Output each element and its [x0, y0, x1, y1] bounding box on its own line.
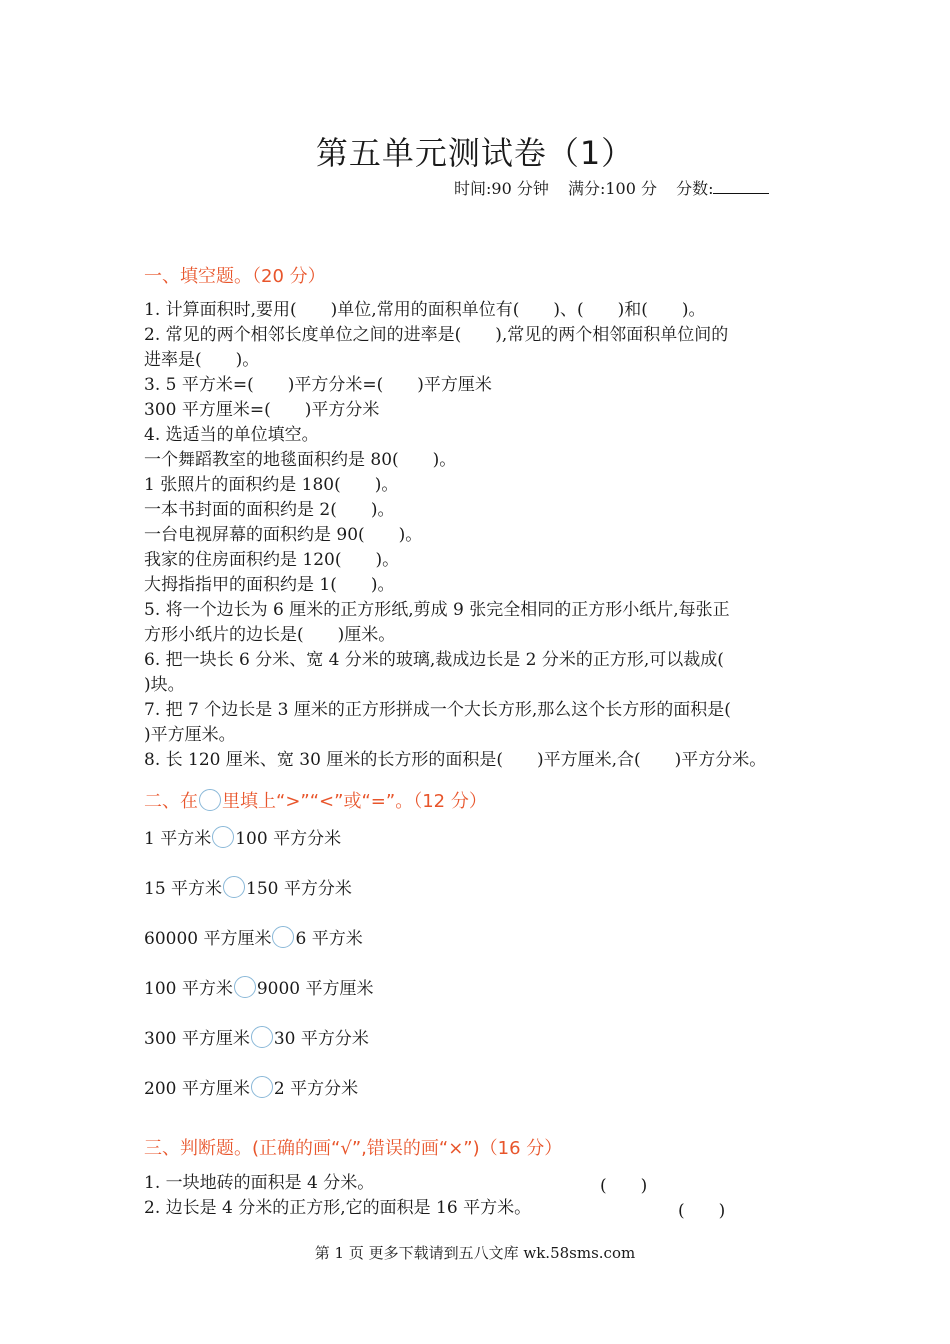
- answer-circle[interactable]: [212, 826, 234, 848]
- s1-line: 3. 5 平方米=( )平方分米=( )平方厘米: [144, 375, 492, 395]
- s1-line: 一本书封面的面积约是 2( )。: [144, 500, 395, 520]
- compare-right: 30 平方分米: [273, 1029, 369, 1049]
- answer-circle[interactable]: [251, 1026, 273, 1048]
- s1-line: 300 平方厘米=( )平方分米: [144, 400, 380, 420]
- compare-right: 150 平方分米: [246, 879, 352, 899]
- s1-line: 我家的住房面积约是 120( )。: [144, 550, 400, 570]
- circle-icon: [199, 789, 221, 811]
- compare-left: 1 平方米: [144, 829, 212, 849]
- full-score-info: 满分:100 分: [567, 179, 657, 198]
- s1-line: )块。: [144, 675, 185, 695]
- s1-line: 2. 常见的两个相邻长度单位之间的进率是( ),常见的两个相邻面积单位间的: [144, 325, 729, 345]
- score-blank: [713, 179, 769, 194]
- answer-circle[interactable]: [223, 876, 245, 898]
- answer-circle[interactable]: [251, 1076, 273, 1098]
- answer-circle[interactable]: [272, 926, 294, 948]
- s1-line: 8. 长 120 厘米、宽 30 厘米的长方形的面积是( )平方厘米,合( )平方分米。: [144, 750, 767, 770]
- s1-line: 一个舞蹈教室的地毯面积约是 80( )。: [144, 450, 457, 470]
- judge-answer-blank[interactable]: ( ): [678, 1201, 726, 1221]
- exam-meta: [454, 176, 783, 199]
- s1-line: 4. 选适当的单位填空。: [144, 425, 319, 445]
- heading-suffix: 里填上“>”“<”或“=”。（12 分）: [222, 791, 487, 812]
- compare-left: 100 平方米: [144, 979, 233, 999]
- compare-left: 60000 平方厘米: [144, 929, 272, 949]
- s1-line: 5. 将一个边长为 6 厘米的正方形纸,剪成 9 张完全相同的正方形小纸片,每张正: [144, 600, 730, 620]
- section-2-heading: [144, 787, 487, 813]
- s1-line: 1. 计算面积时,要用( )单位,常用的面积单位有( )、( )和( )。: [144, 300, 706, 320]
- compare-item: [144, 826, 341, 851]
- time-info: 时间:90 分钟: [454, 179, 549, 198]
- compare-left: 300 平方厘米: [144, 1029, 250, 1049]
- compare-left: 200 平方厘米: [144, 1079, 250, 1099]
- section-1-heading: 一、填空题。（20 分）: [144, 266, 326, 287]
- page-title: 第五单元测试卷（1）: [315, 134, 635, 172]
- s1-line: )平方厘米。: [144, 725, 236, 745]
- section-3-heading: 三、判断题。(正确的画“√”,错误的画“×”)（16 分）: [144, 1138, 563, 1159]
- s1-line: 1 张照片的面积约是 180( )。: [144, 475, 399, 495]
- compare-item: [144, 1076, 358, 1101]
- score-label: 分数:: [676, 179, 714, 198]
- judge-answer-blank[interactable]: ( ): [600, 1176, 648, 1196]
- compare-right: 2 平方分米: [273, 1079, 359, 1099]
- s1-line: 进率是( )。: [144, 350, 260, 370]
- compare-item: [144, 976, 374, 1001]
- compare-right: 6 平方米: [295, 929, 363, 949]
- compare-item: [144, 926, 363, 951]
- page-footer: 第 1 页 更多下载请到五八文库 wk.58sms.com: [314, 1244, 636, 1262]
- compare-right: 100 平方分米: [235, 829, 342, 849]
- s1-line: 6. 把一块长 6 分米、宽 4 分米的玻璃,裁成边长是 2 分米的正方形,可以裁成(: [144, 650, 724, 670]
- judge-item: 2. 边长是 4 分米的正方形,它的面积是 16 平方米。: [144, 1198, 532, 1218]
- s1-line: 一台电视屏幕的面积约是 90( )。: [144, 525, 423, 545]
- compare-item: [144, 876, 352, 901]
- compare-right: 9000 平方厘米: [256, 979, 374, 999]
- s1-line: 方形小纸片的边长是( )厘米。: [144, 625, 396, 645]
- compare-item: [144, 1026, 369, 1051]
- compare-left: 15 平方米: [144, 879, 223, 899]
- s1-line: 7. 把 7 个边长是 3 厘米的正方形拼成一个大长方形,那么这个长方形的面积是(: [144, 700, 731, 720]
- answer-circle[interactable]: [234, 976, 256, 998]
- heading-prefix: 二、在: [144, 791, 198, 812]
- s1-line: 大拇指指甲的面积约是 1( )。: [144, 575, 395, 595]
- judge-item: 1. 一块地砖的面积是 4 分米。: [144, 1173, 375, 1193]
